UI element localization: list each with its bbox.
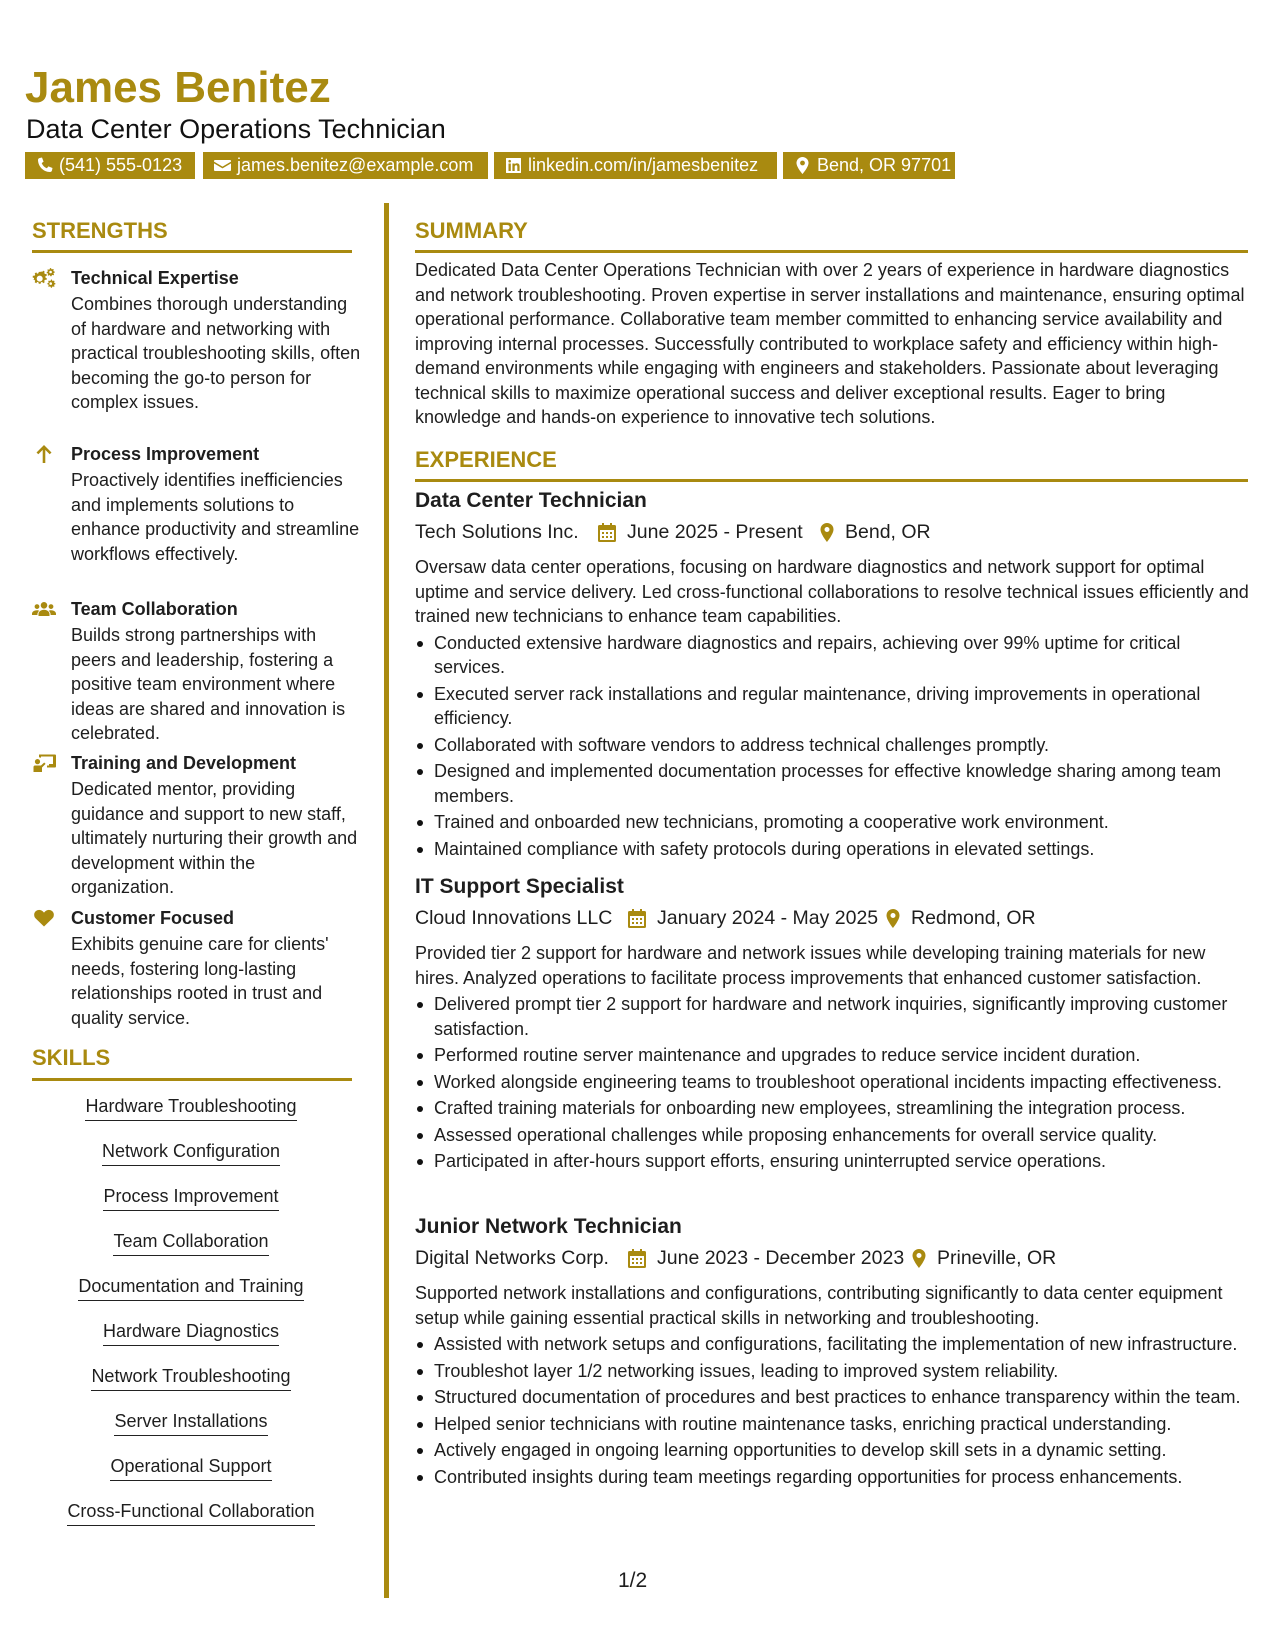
skills-heading: SKILLS [32,1045,111,1070]
calendar-icon [598,523,616,542]
strength-desc: Builds strong partnerships with peers and leadership, fostering a positive team environment where ideas are shared and innovation is celebrated. [71,625,346,743]
linkedin-icon [505,157,522,174]
job-bullet: Delivered prompt tier 2 support for hardware and network inquiries, significantly improving customer satisfaction. [415,992,1250,1041]
skill-label: Team Collaboration [113,1229,268,1256]
skill-label: Server Installations [114,1409,267,1436]
strengths-rule [32,250,352,253]
skill-label: Process Improvement [103,1184,278,1211]
contact-linkedin[interactable] [494,152,777,179]
contact-email[interactable] [203,152,488,179]
job-position: Data Center Technician [415,489,647,512]
contact-bar [25,152,1025,179]
job-bullets [415,1332,1250,1489]
summary-text: Dedicated Data Center Operations Technician with over 2 years of experience in hardware diagnostics and network troubleshooting. Proven expertise in server installations and maintenance, ensuring optimal operational performance. Collaborative team member committed to enhancing service availability and improving internal processes. Successfully contributed to workplace safety and efficiency within high-demand environments while engaging with engineers and stakeholders. Passionate about leveraging technical skills to maximize operational success and deliver exceptional results. Eager to bring knowledge and hands-on experience to innovative tech solutions. [415,260,1245,427]
skill-label: Documentation and Training [78,1274,303,1301]
strength-title: Process Improvement [71,444,260,464]
job-bullet: Actively engaged in ongoing learning opportunities to develop skill sets in a dynamic setting. [415,1438,1250,1463]
skill-label: Network Configuration [102,1139,280,1166]
job-bullet: Maintained compliance with safety protocols during operations in elevated settings. [415,837,1250,862]
job-location: Redmond, OR [911,907,1036,929]
job-bullet: Crafted training materials for onboarding new employees, streamlining the integration process. [415,1096,1250,1121]
job-bullet: Designed and implemented documentation processes for effective knowledge sharing among team members. [415,759,1250,808]
job-entry [415,873,1260,1176]
skill-item [32,1094,350,1121]
envelope-icon [214,157,231,174]
skill-label: Hardware Troubleshooting [85,1094,296,1121]
contact-location-text: Bend, OR 97701 [817,155,952,175]
strength-title: Customer Focused [71,908,235,928]
job-bullet: Assessed operational challenges while proposing enhancements for overall service quality. [415,1123,1250,1148]
job-location: Prineville, OR [937,1247,1057,1269]
job-meta [415,903,1260,933]
strength-desc: Combines thorough understanding of hardware and networking with practical troubleshooting skills, often becoming the go-to person for complex issues. [71,294,361,412]
calendar-icon [628,909,646,928]
strength-title: Training and Development [71,753,297,773]
job-bullet: Executed server rack installations and regular maintenance, driving improvements in operational efficiency. [415,682,1250,731]
job-title-heading: Data Center Operations Technician [26,114,446,144]
map-pin-icon [910,1249,928,1268]
job-description: Provided tier 2 support for hardware and network issues while developing training materials for new hires. Analyzed operations to facilitate process improvements that enhanced customer satisfaction. [415,943,1206,988]
column-divider [384,203,389,1598]
experience-rule [415,479,1248,482]
job-bullet: Contributed insights during team meetings regarding opportunities for process enhancements. [415,1465,1250,1490]
skill-item [32,1499,350,1526]
heart-icon [32,908,56,928]
gears-icon [32,268,56,288]
job-bullet: Assisted with network setups and configurations, facilitating the implementation of new infrastructure. [415,1332,1250,1357]
skill-item [32,1274,350,1301]
job-bullet: Trained and onboarded new technicians, promoting a cooperative work environment. [415,810,1250,835]
users-icon [32,599,56,619]
strength-desc: Proactively identifies inefficiencies and implements solutions to enhance productivity and streamline workflows effectively. [71,470,360,564]
skill-label: Cross-Functional Collaboration [67,1499,314,1526]
contact-phone-text: (541) 555-0123 [59,155,183,175]
map-pin-icon [818,523,836,542]
strength-desc: Exhibits genuine care for clients' needs, fostering long-lasting relationships rooted in trust and quality service. [71,934,329,1028]
skill-label: Network Troubleshooting [91,1364,290,1391]
strength-title: Team Collaboration [71,599,238,619]
page-number: 1/2 [618,1569,648,1592]
phone-icon [36,157,53,174]
job-location: Bend, OR [845,521,931,543]
skills-rule [32,1078,352,1081]
job-dates: June 2025 - Present [627,521,803,543]
skill-item [32,1409,350,1436]
contact-linkedin-text: linkedin.com/in/jamesbenitez [528,155,759,175]
job-company: Tech Solutions Inc. [415,521,579,543]
contact-phone[interactable] [25,152,195,179]
job-position: IT Support Specialist [415,875,624,898]
job-company: Cloud Innovations LLC [415,907,613,929]
job-position: Junior Network Technician [415,1215,682,1238]
job-bullet: Worked alongside engineering teams to troubleshoot operational incidents impacting effectiveness. [415,1070,1250,1095]
strengths-heading: STRENGTHS [32,218,168,243]
contact-location[interactable] [783,152,955,179]
job-meta [415,517,1260,547]
skill-item [32,1139,350,1166]
experience-heading: EXPERIENCE [415,447,557,472]
chalkboard-teacher-icon [32,753,56,773]
summary-rule [415,250,1248,253]
job-meta [415,1243,1260,1273]
skill-item [32,1364,350,1391]
arrow-up-icon [32,444,56,464]
job-description: Supported network installations and configurations, contributing significantly to data center equipment setup while gaining essential practical skills in networking and troubleshooting. [415,1283,1223,1328]
skill-item [32,1454,350,1481]
job-entry [415,1213,1260,1491]
job-dates: January 2024 - May 2025 [657,907,879,929]
job-bullet: Participated in after-hours support efforts, ensuring uninterrupted service operations. [415,1149,1250,1174]
job-bullet: Troubleshot layer 1/2 networking issues, leading to improved system reliability. [415,1359,1250,1384]
skill-item [32,1229,350,1256]
candidate-name: James Benitez [25,63,331,112]
job-bullet: Conducted extensive hardware diagnostics and repairs, achieving over 99% uptime for critical services. [415,631,1250,680]
job-bullet: Structured documentation of procedures and best practices to enhance transparency within the team. [415,1385,1250,1410]
skill-item [32,1319,350,1346]
job-bullet: Collaborated with software vendors to address technical challenges promptly. [415,733,1250,758]
map-pin-icon [794,157,811,174]
skill-item [32,1184,350,1211]
strength-desc: Dedicated mentor, providing guidance and support to new staff, ultimately nurturing their growth and development within the organization. [71,779,358,897]
calendar-icon [628,1249,646,1268]
job-company: Digital Networks Corp. [415,1247,609,1269]
strength-title: Technical Expertise [71,268,239,288]
job-dates: June 2023 - December 2023 [657,1247,905,1269]
job-bullets [415,992,1250,1174]
map-pin-icon [884,909,902,928]
job-bullet: Performed routine server maintenance and upgrades to reduce service incident duration. [415,1043,1250,1068]
job-description: Oversaw data center operations, focusing on hardware diagnostics and network support for optimal uptime and service delivery. Led cross-functional collaborations to resolve technical issues efficiently and trained new technicians to enhance team capabilities. [415,557,1249,626]
job-bullets [415,631,1250,862]
job-entry [415,487,1260,863]
summary-heading: SUMMARY [415,218,528,243]
skill-label: Hardware Diagnostics [103,1319,279,1346]
contact-email-text: james.benitez@example.com [237,155,474,175]
job-bullet: Helped senior technicians with routine maintenance tasks, enriching practical understanding. [415,1412,1250,1437]
skill-label: Operational Support [110,1454,271,1481]
